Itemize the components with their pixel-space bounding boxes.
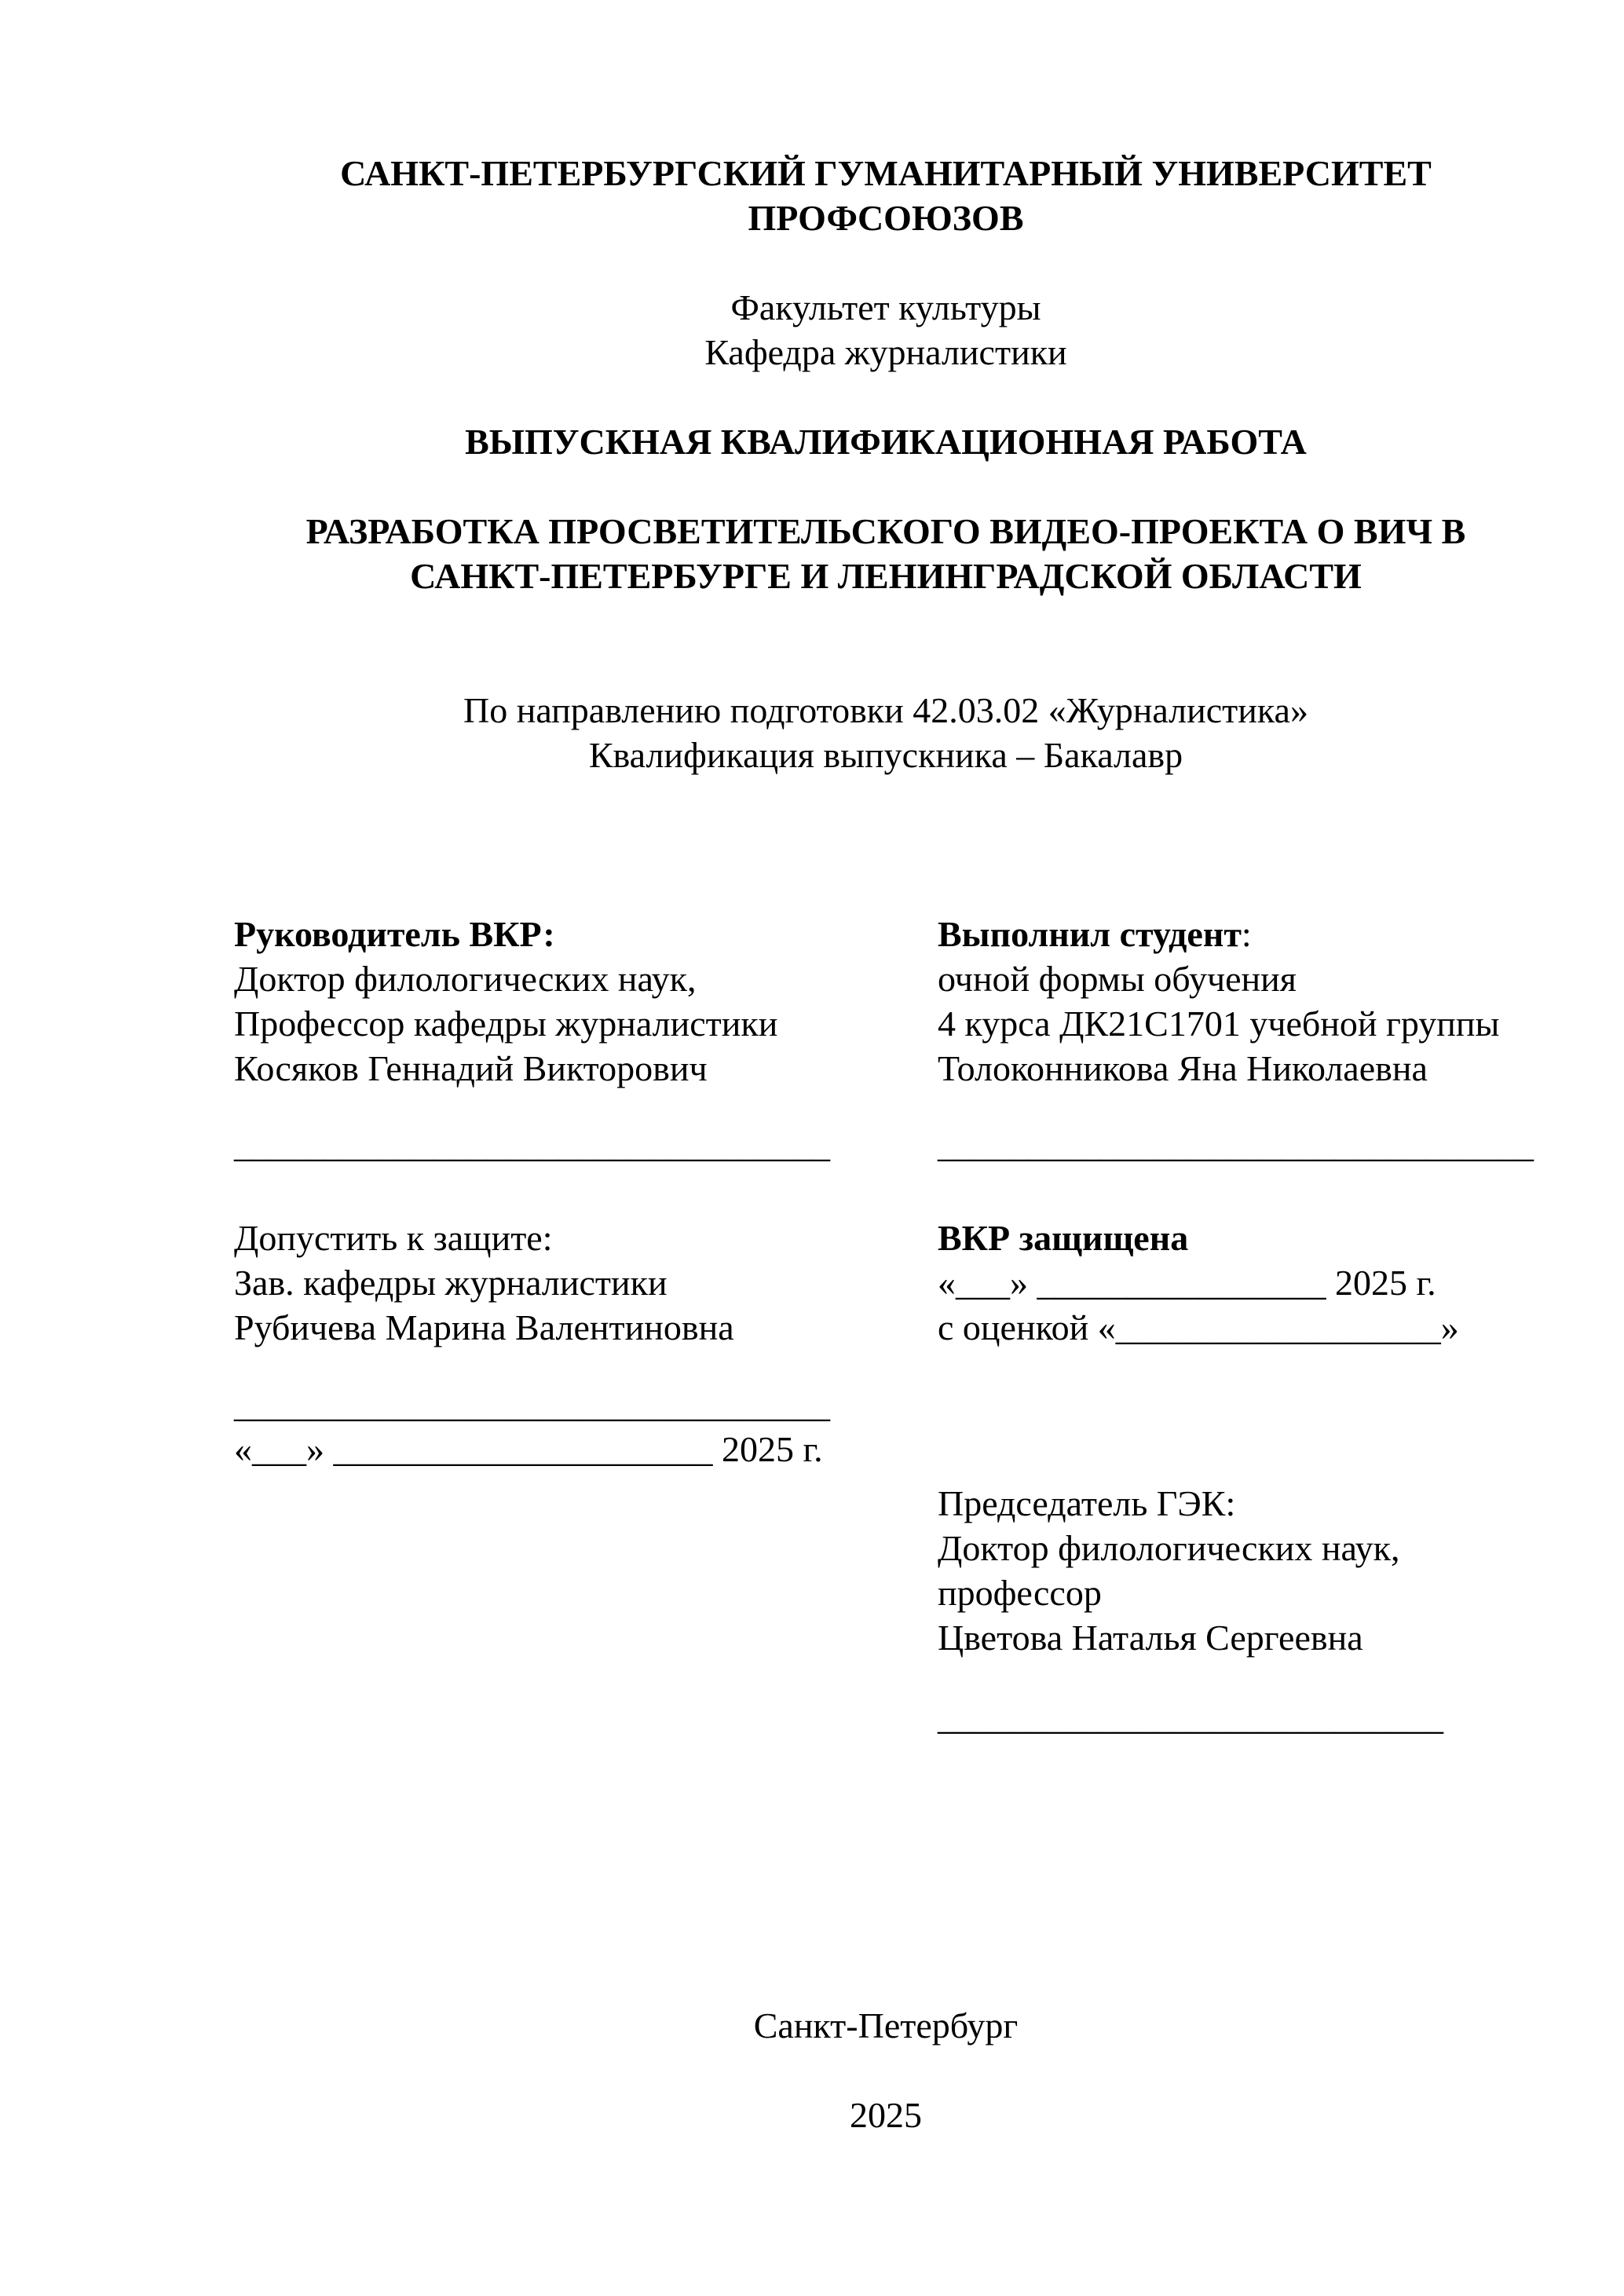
footer — [234, 2003, 1538, 2137]
admission-date-line: «___» _____________________ 2025 г. — [234, 1429, 823, 1469]
committee-name: Цветова Наталья Сергеевна — [938, 1618, 1363, 1658]
department-name: Кафедра журналистики — [704, 332, 1067, 372]
graduate-qualification: Квалификация выпускника – Бакалавр — [588, 735, 1183, 775]
admission-signature-line: _________________________________ — [234, 1384, 830, 1424]
university-name-line1: САНКТ-ПЕТЕРБУРГСКИЙ ГУМАНИТАРНЫЙ УНИВЕРСИТЕТ — [340, 153, 1432, 193]
admission-label: Допустить к защите: — [234, 1218, 553, 1258]
student-group: 4 курса ДК21С1701 учебной группы — [938, 1004, 1500, 1044]
student-name: Толоконникова Яна Николаевна — [938, 1048, 1428, 1088]
student-study-form: очной формы обучения — [938, 959, 1297, 999]
committee-degree: Доктор филологических наук, — [938, 1528, 1400, 1568]
left-column — [234, 912, 832, 1739]
city: Санкт-Петербург — [753, 2005, 1019, 2046]
study-program: По направлению подготовки 42.03.02 «Журналистика» — [463, 690, 1308, 730]
committee-label: Председатель ГЭК: — [938, 1483, 1236, 1523]
student-signature-line: _________________________________ — [938, 1124, 1534, 1164]
committee-position: профессор — [938, 1573, 1102, 1613]
admission-position: Зав. кафедры журналистики — [234, 1263, 668, 1303]
right-column — [938, 912, 1538, 1739]
thesis-title — [234, 509, 1538, 598]
student-label — [938, 912, 1538, 956]
faculty-name: Факультет культуры — [730, 287, 1041, 327]
university-name — [234, 151, 1538, 240]
defense-date-line: «___» ________________ 2025 г. — [938, 1263, 1436, 1303]
supervisor-label: Руководитель ВКР: — [234, 914, 555, 954]
university-header — [234, 151, 1538, 777]
thesis-title-line2: САНКТ-ПЕТЕРБУРГЕ И ЛЕНИНГРАДСКОЙ ОБЛАСТИ — [410, 556, 1362, 596]
defense-label: ВКР защищена — [938, 1218, 1189, 1258]
signature-columns — [234, 912, 1538, 1739]
supervisor-degree: Доктор филологических наук, — [234, 959, 697, 999]
committee-signature-line: ____________________________ — [938, 1697, 1443, 1737]
year: 2025 — [850, 2095, 922, 2135]
student-label-bold: Выполнил студент — [938, 914, 1242, 954]
supervisor-name: Косяков Геннадий Викторович — [234, 1048, 708, 1088]
admission-name: Рубичева Марина Валентиновна — [234, 1307, 734, 1347]
thesis-title-line1: РАЗРАБОТКА ПРОСВЕТИТЕЛЬСКОГО ВИДЕО-ПРОЕКТА О ВИЧ В — [305, 511, 1466, 551]
supervisor-position: Профессор кафедры журналистики — [234, 1004, 778, 1044]
student-label-colon: : — [1241, 914, 1252, 954]
university-name-line2: ПРОФСОЮЗОВ — [748, 198, 1024, 238]
supervisor-signature-line: _________________________________ — [234, 1124, 830, 1164]
defense-grade-line: с оценкой «__________________» — [938, 1307, 1459, 1347]
work-type-heading: ВЫПУСКНАЯ КВАЛИФИКАЦИОННАЯ РАБОТА — [465, 422, 1307, 462]
